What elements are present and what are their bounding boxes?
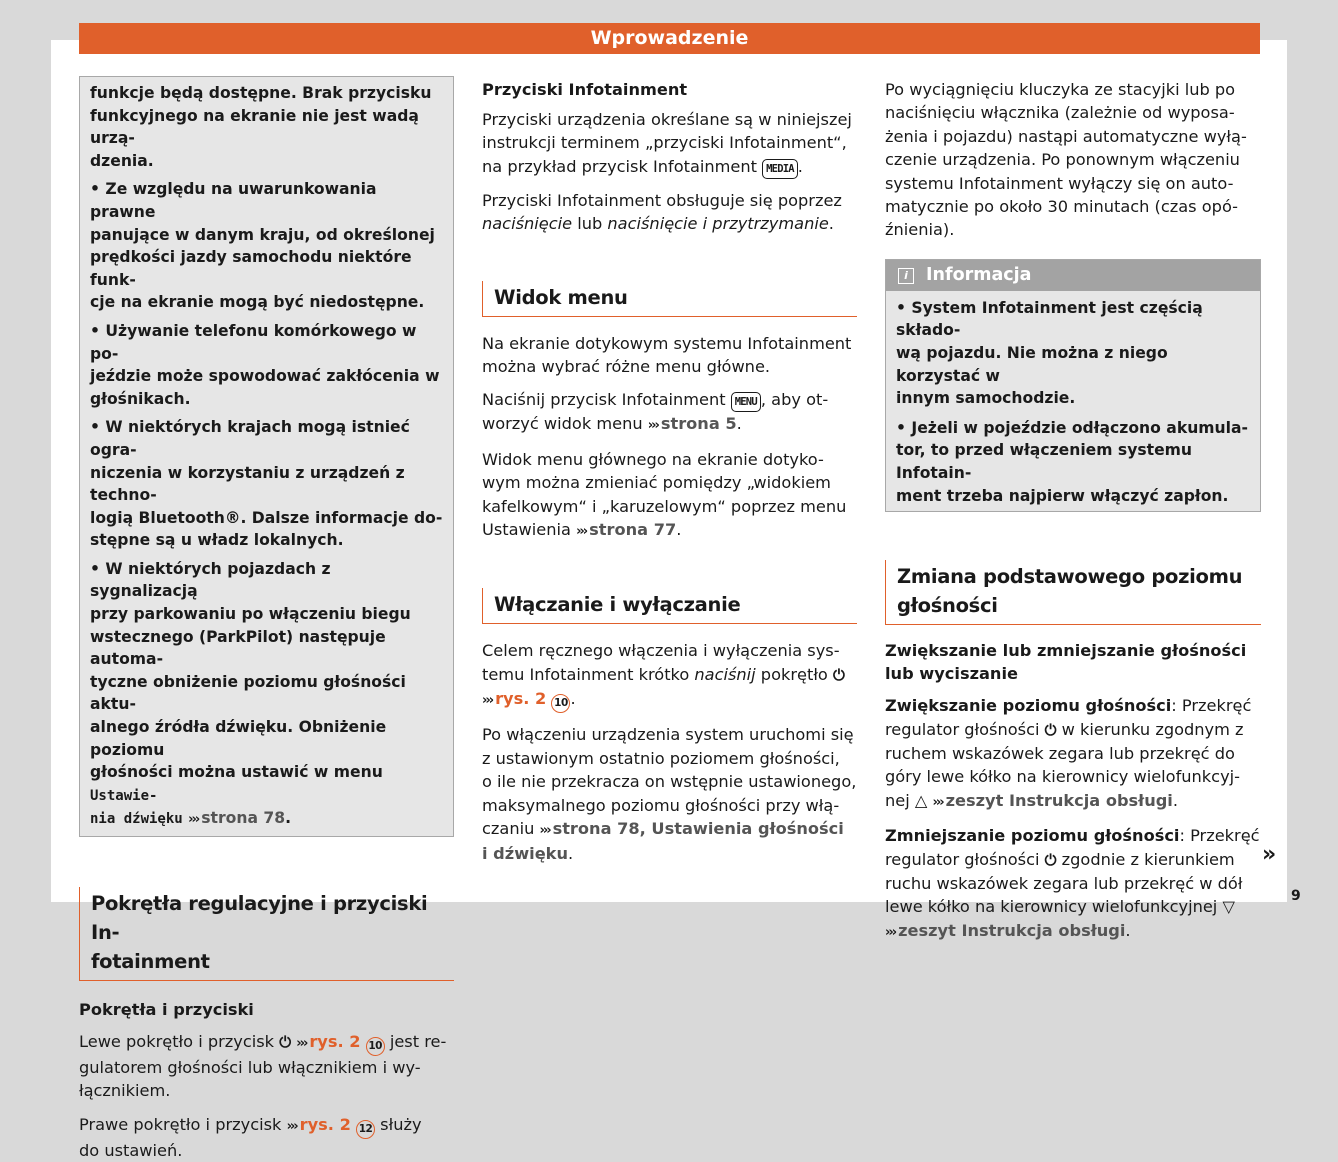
info-box bbox=[885, 259, 1261, 512]
subheading-knobs: Pokrętła i przyciski bbox=[79, 1000, 254, 1019]
column-left bbox=[79, 76, 454, 1162]
paragraph: Po włączeniu urządzenia system uruchomi się z ustawionym ostatnio poziomem głośności, o ile nie przekracza on wstępnie ustawionego, maksymalnego poziomu głośności przy włą- czaniu ››› strona 78, Ustawienia głośności i dźwięku. bbox=[482, 725, 857, 864]
section-heading-menu-view: Widok menu bbox=[482, 281, 857, 317]
info-item: • Jeżeli w pojeździe odłączono akumula- tor, to przed włączeniem systemu Infotain- ment trzeba najpierw włączyć zapłon. bbox=[896, 418, 1248, 505]
figure-ref-link[interactable]: rys. 2 bbox=[309, 1032, 361, 1051]
page-ref-link[interactable]: strona 77 bbox=[589, 520, 677, 540]
power-icon: ⏻ bbox=[1044, 850, 1057, 869]
paragraph: Celem ręcznego włączenia i wyłączenia sys- temu Infotainment krótko naciśnij pokrętło ⏻ ››› rys. 2 10 . bbox=[482, 639, 857, 713]
notice-item: • Ze względu na uwarunkowania prawne panujące w danym kraju, od określonej prędkości jazdy samochodu niektóre funk- cje na ekranie mogą być niedostępne. bbox=[90, 180, 435, 312]
media-key-icon: MEDIA bbox=[762, 159, 798, 179]
power-icon: ⏻ bbox=[1044, 720, 1057, 739]
notice-item: • W niektórych pojazdach z sygnalizacją przy parkowaniu po włączeniu biegu wstecznego (ParkPilot) następuje automa- tyczne obniżenie poziomu głośności aktu- alnego źródła dźwięku. Obniżenie poziomu głośności można ustawić w menu Ustawie- nia dźwięku ››› strona 78. bbox=[90, 559, 411, 828]
info-icon: i bbox=[898, 268, 914, 284]
cross-ref-arrows-icon: ››› bbox=[188, 812, 199, 828]
callout-number-icon: 10 bbox=[366, 1037, 385, 1056]
column-middle bbox=[482, 78, 857, 866]
cross-ref-arrows-icon: ››› bbox=[482, 693, 493, 709]
notice-box bbox=[79, 76, 454, 837]
cross-ref-arrows-icon: ››› bbox=[647, 418, 658, 434]
info-item: • System Infotainment jest częścią składo- wą pojazdu. Nie można z niego korzystać w innym samochodzie. bbox=[896, 298, 1203, 408]
notice-item: • W niektórych krajach mogą istnieć ogra- niczenia w korzystaniu z urządzeń z techno- logią Bluetooth®. Dalsze informacje do- stępne są u władz lokalnych. bbox=[90, 418, 443, 550]
figure-ref-link[interactable]: rys. 2 bbox=[299, 1114, 351, 1134]
cross-ref-arrows-icon: ››› bbox=[932, 794, 943, 810]
cross-ref-arrows-icon: ››› bbox=[539, 822, 550, 838]
column-right bbox=[885, 78, 1261, 944]
paragraph: Naciśnij przycisk Infotainment MENU , aby ot- worzyć widok menu ››› strona 5. bbox=[482, 390, 829, 434]
page-number: 9 bbox=[1291, 888, 1301, 904]
paragraph: Zwiększanie poziomu głośności: Przekręć regulator głośności ⏻ w kierunku zgodnym z ruchem wskazówek zegara lub przekręć do góry lewe kółko na kierownicy wielofunkcyj- nej △ ››› zeszyt Instrukcja obsługi. bbox=[885, 696, 1252, 810]
page-ref-link[interactable]: strona 5 bbox=[660, 414, 737, 434]
manual-ref-link[interactable]: zeszyt Instrukcja obsługi bbox=[898, 920, 1126, 940]
subheading-infotainment-buttons: Przyciski Infotainment bbox=[482, 80, 688, 99]
notice-item: funkcje będą dostępne. Brak przycisku funkcyjnego na ekranie nie jest wadą urzą- dzenia. bbox=[90, 84, 432, 170]
page-ref-link[interactable]: strona 78, Ustawienia głośności bbox=[552, 818, 844, 838]
paragraph: Na ekranie dotykowym systemu Infotainment można wybrać różne menu główne. bbox=[482, 333, 852, 377]
paragraph: Lewe pokrętło i przycisk ⏻ ››› rys. 2 10 jest re- gulatorem głośności lub włącznikiem i wy- łącznikiem. bbox=[79, 1032, 447, 1101]
menu-name: nia dźwięku bbox=[90, 811, 183, 828]
cross-ref-arrows-icon: ››› bbox=[576, 524, 587, 540]
power-icon: ⏻ bbox=[832, 665, 845, 684]
triangle-up-icon: △ bbox=[914, 790, 928, 810]
menu-name: Ustawie- bbox=[90, 787, 158, 804]
power-icon: ⏻ bbox=[279, 1033, 292, 1051]
section-heading-volume: Zmiana podstawowego poziomu głośności bbox=[885, 560, 1261, 625]
paragraph: Przyciski urządzenia określane są w niniejszej instrukcji terminem „przyciski Infotainment“, na przykład przycisk Infotainment MEDIA . bbox=[482, 108, 857, 179]
callout-number-icon: 12 bbox=[356, 1120, 375, 1139]
cross-ref-arrows-icon: ››› bbox=[885, 924, 896, 940]
paragraph: Widok menu głównego na ekranie dotyko- wym można zmieniać pomiędzy „widokiem kafelkowym“ i „karuzelowym“ poprzez menu Ustawienia ››› strona 77. bbox=[482, 449, 847, 540]
paragraph: Prawe pokrętło i przycisk ››› rys. 2 12 służy do ustawień. bbox=[79, 1114, 422, 1160]
chapter-header: Wprowadzenie bbox=[79, 23, 1260, 54]
continue-next-page-icon: » bbox=[1262, 842, 1277, 867]
cross-ref-arrows-icon: ››› bbox=[296, 1036, 307, 1051]
section-heading-controls: Pokrętła regulacyjne i przyciski In- fotainment bbox=[79, 887, 454, 981]
paragraph: Zmniejszanie poziomu głośności: Przekręć regulator głośności ⏻ zgodnie z kierunkiem ruchu wskazówek zegara lub przekręć w dół lewe kółko na kierownicy wielofunkcyjnej ▽ ››› zeszyt Instrukcja obsługi. bbox=[885, 826, 1260, 940]
manual-ref-link[interactable]: zeszyt Instrukcja obsługi bbox=[945, 790, 1173, 810]
section-heading-power: Włączanie i wyłączanie bbox=[482, 588, 857, 624]
callout-number-icon: 10 bbox=[551, 694, 570, 713]
paragraph: Przyciski Infotainment obsługuje się poprzez naciśnięcie lub naciśnięcie i przytrzymanie. bbox=[482, 190, 842, 234]
notice-item: • Używanie telefonu komórkowego w po- jeździe może spowodować zakłócenia w głośnikach. bbox=[90, 321, 440, 408]
cross-ref-arrows-icon: ››› bbox=[286, 1118, 297, 1134]
figure-ref-link[interactable]: rys. 2 bbox=[495, 689, 547, 709]
page-ref-link[interactable]: i dźwięku bbox=[482, 844, 568, 864]
triangle-down-icon: ▽ bbox=[1222, 897, 1235, 917]
paragraph: Po wyciągnięciu kluczyka ze stacyjki lub po naciśnięciu włącznika (zależnie od wyposa- żenia i pojazdu) nastąpi automatyczne wyłą- czenie urządzenia. Po ponownym włączeniu systemu Infotainment wyłączy się on auto- matycznie po około 30 minutach (czas opó- źnienia). bbox=[885, 80, 1247, 240]
info-box-header: i Informacja bbox=[886, 260, 1260, 291]
info-box-body bbox=[886, 291, 1260, 511]
page-ref-link[interactable]: strona 78 bbox=[201, 809, 286, 828]
subheading-volume: Zwiększanie lub zmniejszanie głośności lub wyciszanie bbox=[885, 641, 1247, 684]
menu-key-icon: MENU bbox=[731, 392, 761, 412]
